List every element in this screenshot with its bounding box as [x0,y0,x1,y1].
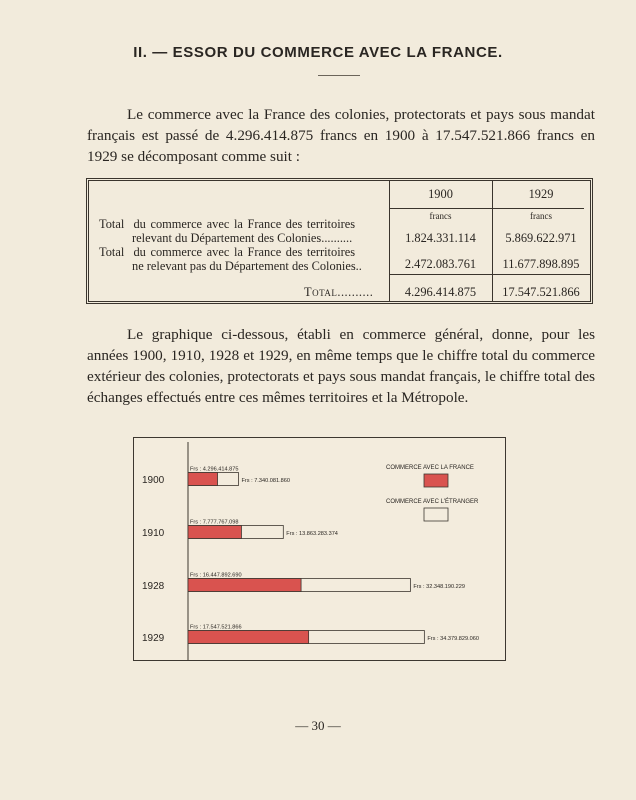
bar-france-1900 [188,473,218,486]
table-divider [389,208,584,209]
section-title: II. — ESSOR DU COMMERCE AVEC LA FRANCE. [133,44,503,61]
bar-france-1910 [188,526,241,539]
second-first-line: Le graphique ci-dessous, établi en commerce général, donne, pour les années [87,326,595,364]
intro-paragraph [87,104,595,167]
intro-rest: français est passé de 4.296.414.875 francs en 1900 à 17.547.521.866 francs en 1929 se décomposant comme suit : [87,127,595,165]
value-label-france-1929: Frs : 17.547.521.866 [190,624,242,631]
col-header-1900: 1900 [428,187,453,201]
row2-1900: 2.472.083.761 [404,257,477,271]
row1-1929: 5.869.622.971 [505,231,577,245]
total-label: Total.......... [304,285,374,299]
trade-chart-svg [134,438,505,660]
value-label-etranger-1910: Frs : 13.863.283.374 [286,531,338,537]
unit-1929: francs [530,211,552,221]
row2-1929: 11.677.898.895 [502,257,580,271]
value-label-france-1900: Frs : 4.296.414.875 [190,466,239,473]
category-label-1929: 1929 [142,633,165,644]
value-label-france-1928: Frs : 16.447.892.690 [190,572,242,579]
value-label-france-1910: Frs : 7.777.767.098 [190,519,239,526]
col-header-1929: 1929 [528,187,554,201]
category-label-1928: 1928 [142,581,165,592]
page-number: — 30 — [295,718,341,733]
second-rest: 1900, 1910, 1928 et 1929, en même temps que le chiffre total du commerce extérieur des colonies, protectorats et pays sous mandat français, le chiffre total des échanges effectués entre ces mêmes territoires et la Métropole. [87,347,596,406]
table-divider [389,274,590,275]
legend-swatch-etranger [424,508,448,521]
category-label-1900: 1900 [142,475,165,486]
row1-1900: 1.824.331.114 [405,231,476,245]
legend-label-etranger: COMMERCE AVEC L'ÉTRANGER [386,499,479,505]
trade-chart [133,437,506,661]
unit-1900: francs [429,211,452,221]
second-paragraph [87,324,595,408]
legend-swatch-france [424,474,448,487]
bar-france-1929 [188,631,309,644]
value-label-etranger-1929: Frs : 34.379.829.060 [427,636,479,642]
row2-label-line1: Total du commerce avec la France des territoires [99,245,356,259]
row1-label-line2: relevant du Département des Colonies.......... [132,231,353,245]
row1-label-line1: Total du commerce avec la France des territoires [99,217,356,231]
total-1900: 4.296.414.875 [404,285,477,299]
total-1929: 17.547.521.866 [502,285,580,299]
bar-france-1928 [188,579,301,592]
value-label-etranger-1900: Frs : 7.340.081.860 [241,478,290,484]
category-label-1910: 1910 [142,528,165,539]
title-divider [318,75,360,76]
value-label-etranger-1928: Frs : 32.348.190.229 [413,584,466,590]
row2-label-line2: ne relevant pas du Département des Colonies.. [132,259,362,273]
legend-label-france: COMMERCE AVEC LA FRANCE [386,465,474,471]
intro-first-line: Le commerce avec la France des colonies, protectorats et pays sous mandat [127,106,595,123]
figures-table [86,178,593,304]
